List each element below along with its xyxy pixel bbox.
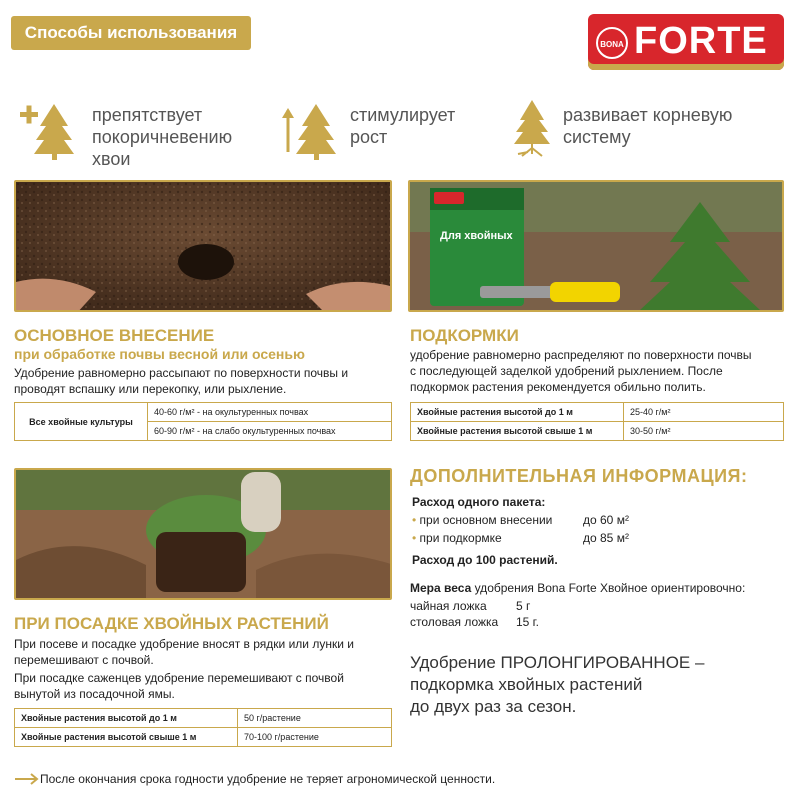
tree-plus-icon bbox=[16, 98, 80, 162]
tablespoon-value: 15 г. bbox=[516, 615, 539, 629]
benefit-3: развивает корневую систему bbox=[563, 105, 733, 147]
package-label: Для хвойных bbox=[440, 230, 513, 242]
planting-text-1: При посеве и посадке удобрение вносят в рядки или лунки и перемешивают с почвой. bbox=[14, 637, 354, 667]
tree-roots-icon bbox=[500, 96, 564, 160]
consumption-item-2: • при подкормке bbox=[412, 531, 502, 545]
feeding-text: удобрение равномерно распределяют по поверхности почвы с последующей заделкой удобрений рыхлением. После подкормок растения рекомендуется обильно полить. bbox=[410, 348, 752, 394]
feeding-rates-table: Хвойные растения высотой до 1 м 25-40 г/м² Хвойные растения высотой свыше 1 м 30-50 г/м² bbox=[410, 402, 784, 441]
benefit-2: стимулирует рост bbox=[350, 105, 456, 147]
planting-rates-table: Хвойные растения высотой до 1 м 50 г/растение Хвойные растения высотой свыше 1 м 70-100 г/растение bbox=[14, 708, 392, 747]
soil-photo bbox=[14, 180, 392, 312]
consumption-value-2: до 85 м² bbox=[583, 531, 629, 545]
brand-big: FORTE bbox=[634, 20, 768, 62]
consumption-value-1: до 60 м² bbox=[583, 513, 629, 527]
arrow-right-icon bbox=[14, 772, 40, 784]
main-rates-table: Все хвойные культуры 40-60 г/м² - на окультуренных почвах 60-90 г/м² - на слабо окультуренных почвах bbox=[14, 402, 392, 441]
footer-note: После окончания срока годности удобрение не теряет агрономической ценности. bbox=[40, 772, 496, 786]
measure-line: Мера веса удобрения Bona Forte Хвойное ориентировочно: bbox=[410, 581, 746, 595]
feeding-title: ПОДКОРМКИ bbox=[410, 326, 519, 345]
info-title: ДОПОЛНИТЕЛЬНАЯ ИНФОРМАЦИЯ: bbox=[410, 466, 748, 486]
consumption-item-1: • при основном внесении bbox=[412, 513, 553, 527]
brand-small: BONA bbox=[596, 27, 628, 59]
main-title: ОСНОВНОЕ ВНЕСЕНИЕ bbox=[14, 326, 215, 345]
benefit-1: препятствует покоричневению хвои bbox=[92, 105, 233, 169]
main-text: Удобрение равномерно рассыпают по поверхности почвы и проводят вспашку или перекопку, или рыхление. bbox=[14, 366, 349, 396]
teaspoon-label: чайная ложка bbox=[410, 599, 487, 613]
consumption-label: Расход одного пакета: bbox=[412, 495, 546, 509]
planting-photo bbox=[14, 468, 392, 600]
feeding-photo bbox=[408, 180, 784, 312]
prolonged-note: Удобрение ПРОЛОНГИРОВАННОЕ – подкормка хвойных растений до двух раз за сезон. bbox=[410, 653, 705, 716]
tablespoon-label: столовая ложка bbox=[410, 615, 499, 629]
brand-logo bbox=[588, 14, 784, 70]
planting-title: ПРИ ПОСАДКЕ ХВОЙНЫХ РАСТЕНИЙ bbox=[14, 614, 329, 633]
section-badge: Способы использования bbox=[11, 16, 251, 50]
main-subtitle: при обработке почвы весной или осенью bbox=[14, 346, 305, 362]
teaspoon-value: 5 г bbox=[516, 599, 531, 613]
planting-text-2: При посадке саженцев удобрение перемешивают с почвой вынутой из посадочной ямы. bbox=[14, 671, 344, 701]
tree-arrow-up-icon bbox=[280, 98, 344, 162]
plants-count: Расход до 100 растений. bbox=[412, 553, 558, 567]
